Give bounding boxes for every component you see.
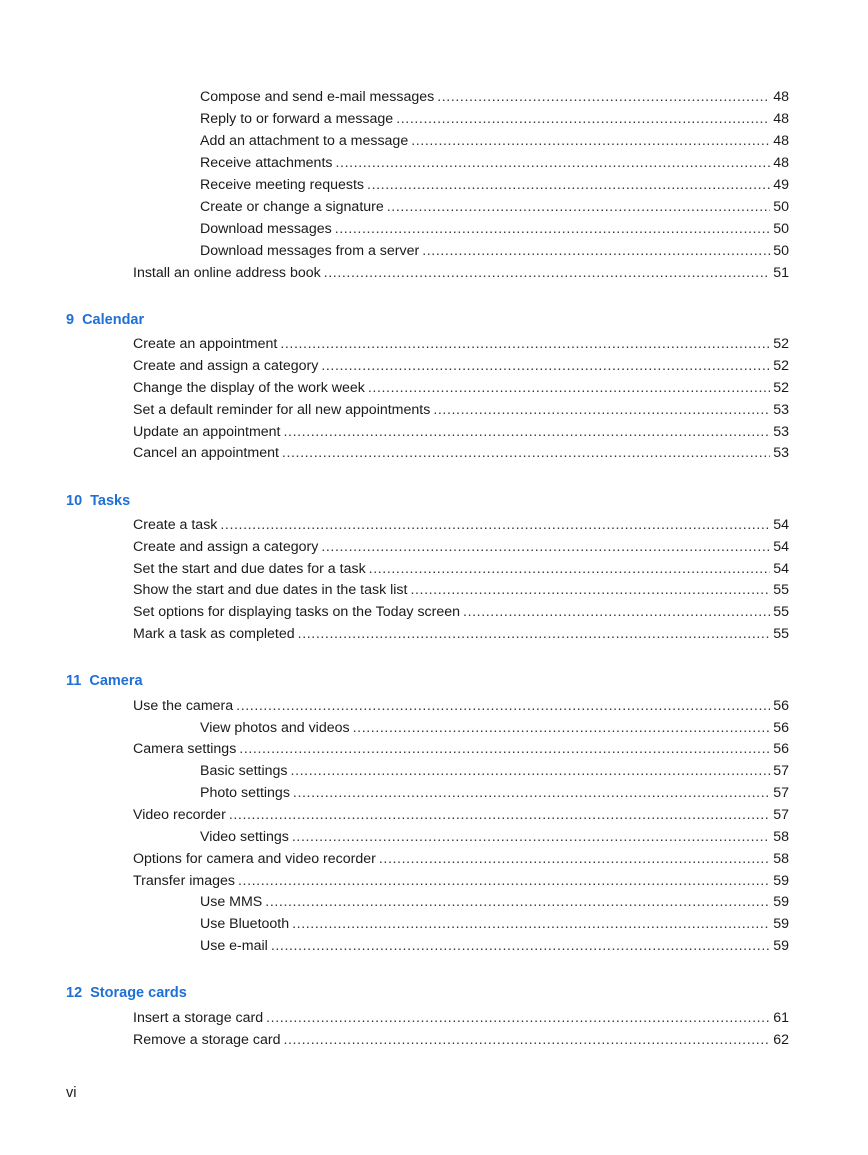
dot-leader xyxy=(239,739,770,759)
dot-leader xyxy=(369,559,771,579)
dot-leader xyxy=(220,515,770,535)
toc-entry-title: Set options for displaying tasks on the Today screen xyxy=(133,604,461,620)
toc-entry[interactable] xyxy=(133,422,789,442)
toc-entry-page: 55 xyxy=(773,604,789,620)
toc-entry-title: Update an appointment xyxy=(133,424,281,440)
toc-entry-title: Receive meeting requests xyxy=(200,177,365,193)
toc-entry[interactable] xyxy=(133,334,789,354)
chapter-number: 9 xyxy=(66,312,75,328)
toc-entry[interactable] xyxy=(200,827,789,847)
toc-entry-page: 56 xyxy=(773,741,789,757)
toc-entry-title: Use MMS xyxy=(200,894,263,910)
toc-entry[interactable] xyxy=(200,153,789,173)
toc-entry-title: Cancel an appointment xyxy=(133,445,279,461)
toc-entry-page: 49 xyxy=(773,177,789,193)
chapter-title: Camera xyxy=(89,673,143,689)
chapter-number: 12 xyxy=(66,985,83,1001)
dot-leader xyxy=(353,718,771,738)
dot-leader xyxy=(367,175,770,195)
chapter-title: Calendar xyxy=(82,312,145,328)
toc-entry-page: 58 xyxy=(773,851,789,867)
toc-entry-page: 59 xyxy=(773,873,789,889)
toc-entry[interactable] xyxy=(133,1030,789,1050)
toc-entry-title: Basic settings xyxy=(200,763,288,779)
toc-entry-title: View photos and videos xyxy=(200,720,350,736)
toc-entry-page: 59 xyxy=(773,916,789,932)
toc-entry-page: 50 xyxy=(773,243,789,259)
toc-entry-page: 53 xyxy=(773,445,789,461)
toc-entry-page: 54 xyxy=(773,561,789,577)
toc-entry[interactable] xyxy=(133,400,789,420)
toc-entry-page: 52 xyxy=(773,380,789,396)
chapter-title: Storage cards xyxy=(90,985,187,1001)
toc-entry[interactable] xyxy=(133,515,789,535)
toc-entry-page: 48 xyxy=(773,89,789,105)
toc-entry[interactable] xyxy=(200,241,789,261)
toc-entry[interactable] xyxy=(133,805,789,825)
toc-entry[interactable] xyxy=(200,761,789,781)
toc-entry-title: Add an attachment to a message xyxy=(200,133,409,149)
toc-entry[interactable] xyxy=(200,936,789,956)
toc-entry-title: Create an appointment xyxy=(133,336,278,352)
toc-entry-page: 51 xyxy=(773,265,789,281)
toc-entry-title: Create or change a signature xyxy=(200,199,384,215)
dot-leader xyxy=(410,580,770,600)
toc-entry-page: 48 xyxy=(773,155,789,171)
toc-entry-title: Create a task xyxy=(133,517,218,533)
toc-entry-page: 54 xyxy=(773,539,789,555)
toc-entry[interactable] xyxy=(200,892,789,912)
toc-entry-title: Insert a storage card xyxy=(133,1010,264,1026)
toc-entry-title: Camera settings xyxy=(133,741,237,757)
toc-entry[interactable] xyxy=(200,197,789,217)
chapter-heading-tasks[interactable] xyxy=(66,490,130,512)
toc-entry-page: 52 xyxy=(773,336,789,352)
toc-entry-page: 56 xyxy=(773,720,789,736)
toc-entry-title: Download messages xyxy=(200,221,332,237)
toc-entry-page: 57 xyxy=(773,763,789,779)
toc-entry-title: Download messages from a server xyxy=(200,243,420,259)
toc-entry-title: Use e-mail xyxy=(200,938,268,954)
toc-entry[interactable] xyxy=(200,175,789,195)
toc-entry-page: 59 xyxy=(773,938,789,954)
toc-entry-title: Install an online address book xyxy=(133,265,321,281)
toc-entry-title: Use Bluetooth xyxy=(200,916,290,932)
toc-entry-title: Video recorder xyxy=(133,807,226,823)
dot-leader xyxy=(283,1030,770,1050)
toc-entry-page: 50 xyxy=(773,199,789,215)
toc-entry[interactable] xyxy=(133,443,789,463)
toc-entry[interactable] xyxy=(133,871,789,891)
toc-entry-title: Create and assign a category xyxy=(133,539,319,555)
toc-entry[interactable] xyxy=(133,378,789,398)
dot-leader xyxy=(266,1008,770,1028)
dot-leader xyxy=(463,602,770,622)
toc-entry-title: Use the camera xyxy=(133,698,234,714)
toc-entry[interactable] xyxy=(133,356,789,376)
dot-leader xyxy=(298,624,771,644)
toc-entry-page: 48 xyxy=(773,111,789,127)
chapter-number: 11 xyxy=(66,673,82,689)
toc-entry-page: 53 xyxy=(773,424,789,440)
toc-entry[interactable] xyxy=(200,131,789,151)
toc-entry-title: Show the start and due dates in the task list xyxy=(133,582,408,598)
dot-leader xyxy=(411,131,770,151)
toc-entry-page: 56 xyxy=(773,698,789,714)
dot-leader xyxy=(291,761,771,781)
chapter-heading-calendar[interactable] xyxy=(66,309,144,331)
toc-entry-page: 53 xyxy=(773,402,789,418)
toc-entry-title: Set the start and due dates for a task xyxy=(133,561,366,577)
toc-entry[interactable] xyxy=(200,914,789,934)
toc-entry-title: Photo settings xyxy=(200,785,290,801)
dot-leader xyxy=(433,400,770,420)
toc-entry[interactable] xyxy=(133,849,789,869)
toc-entry[interactable] xyxy=(133,739,789,759)
toc-entry-title: Create and assign a category xyxy=(133,358,319,374)
dot-leader xyxy=(238,871,770,891)
toc-entry-title: Options for camera and video recorder xyxy=(133,851,376,867)
toc-entry[interactable] xyxy=(200,718,789,738)
toc-entry-title: Receive attachments xyxy=(200,155,333,171)
toc-entry-title: Video settings xyxy=(200,829,289,845)
toc-entry-page: 48 xyxy=(773,133,789,149)
toc-entry-page: 57 xyxy=(773,807,789,823)
dot-leader xyxy=(335,219,771,239)
dot-leader xyxy=(321,356,770,376)
toc-entry-page: 52 xyxy=(773,358,789,374)
dot-leader xyxy=(396,109,770,129)
dot-leader xyxy=(368,378,770,398)
toc-entry[interactable] xyxy=(133,602,789,622)
toc-entry-page: 58 xyxy=(773,829,789,845)
toc-entry[interactable] xyxy=(200,219,789,239)
toc-entry[interactable] xyxy=(200,783,789,803)
dot-leader xyxy=(293,783,770,803)
chapter-number: 10 xyxy=(66,493,83,509)
dot-leader xyxy=(292,914,770,934)
toc-entry-title: Reply to or forward a message xyxy=(200,111,394,127)
dot-leader xyxy=(321,537,770,557)
dot-leader xyxy=(280,334,770,354)
chapter-title: Tasks xyxy=(90,493,131,509)
dot-leader xyxy=(282,443,770,463)
chapter-heading-storage-cards[interactable] xyxy=(66,982,187,1004)
toc-entry-title: Compose and send e-mail messages xyxy=(200,89,435,105)
dot-leader xyxy=(271,936,770,956)
dot-leader xyxy=(379,849,770,869)
toc-entry-page: 61 xyxy=(773,1010,789,1026)
dot-leader xyxy=(292,827,770,847)
toc-entry-page: 54 xyxy=(773,517,789,533)
dot-leader xyxy=(229,805,770,825)
toc-entry-page: 62 xyxy=(773,1032,789,1048)
toc-entry[interactable] xyxy=(133,559,789,579)
dot-leader xyxy=(284,422,771,442)
toc-entry[interactable] xyxy=(133,580,789,600)
dot-leader xyxy=(335,153,770,173)
dot-leader xyxy=(236,696,770,716)
toc-entry[interactable] xyxy=(133,696,789,716)
toc-entry-page: 57 xyxy=(773,785,789,801)
dot-leader xyxy=(387,197,770,217)
dot-leader xyxy=(437,87,770,107)
toc-entry-title: Mark a task as completed xyxy=(133,626,295,642)
toc-entry[interactable] xyxy=(133,624,789,644)
toc-entry-page: 55 xyxy=(773,582,789,598)
toc-entry[interactable] xyxy=(133,263,789,283)
dot-leader xyxy=(422,241,770,261)
page-folio: vi xyxy=(66,1085,77,1101)
toc-entry[interactable] xyxy=(200,87,789,107)
toc-entry[interactable] xyxy=(133,537,789,557)
chapter-heading-camera[interactable] xyxy=(66,670,143,692)
dot-leader xyxy=(324,263,771,283)
toc-entry-page: 55 xyxy=(773,626,789,642)
toc-entry-page: 50 xyxy=(773,221,789,237)
toc-entry-title: Change the display of the work week xyxy=(133,380,365,396)
toc-entry-page: 59 xyxy=(773,894,789,910)
toc-entry-title: Transfer images xyxy=(133,873,235,889)
toc-entry[interactable] xyxy=(133,1008,789,1028)
toc-entry-title: Remove a storage card xyxy=(133,1032,281,1048)
dot-leader xyxy=(265,892,770,912)
toc-entry-title: Set a default reminder for all new appointments xyxy=(133,402,431,418)
toc-entry[interactable] xyxy=(200,109,789,129)
